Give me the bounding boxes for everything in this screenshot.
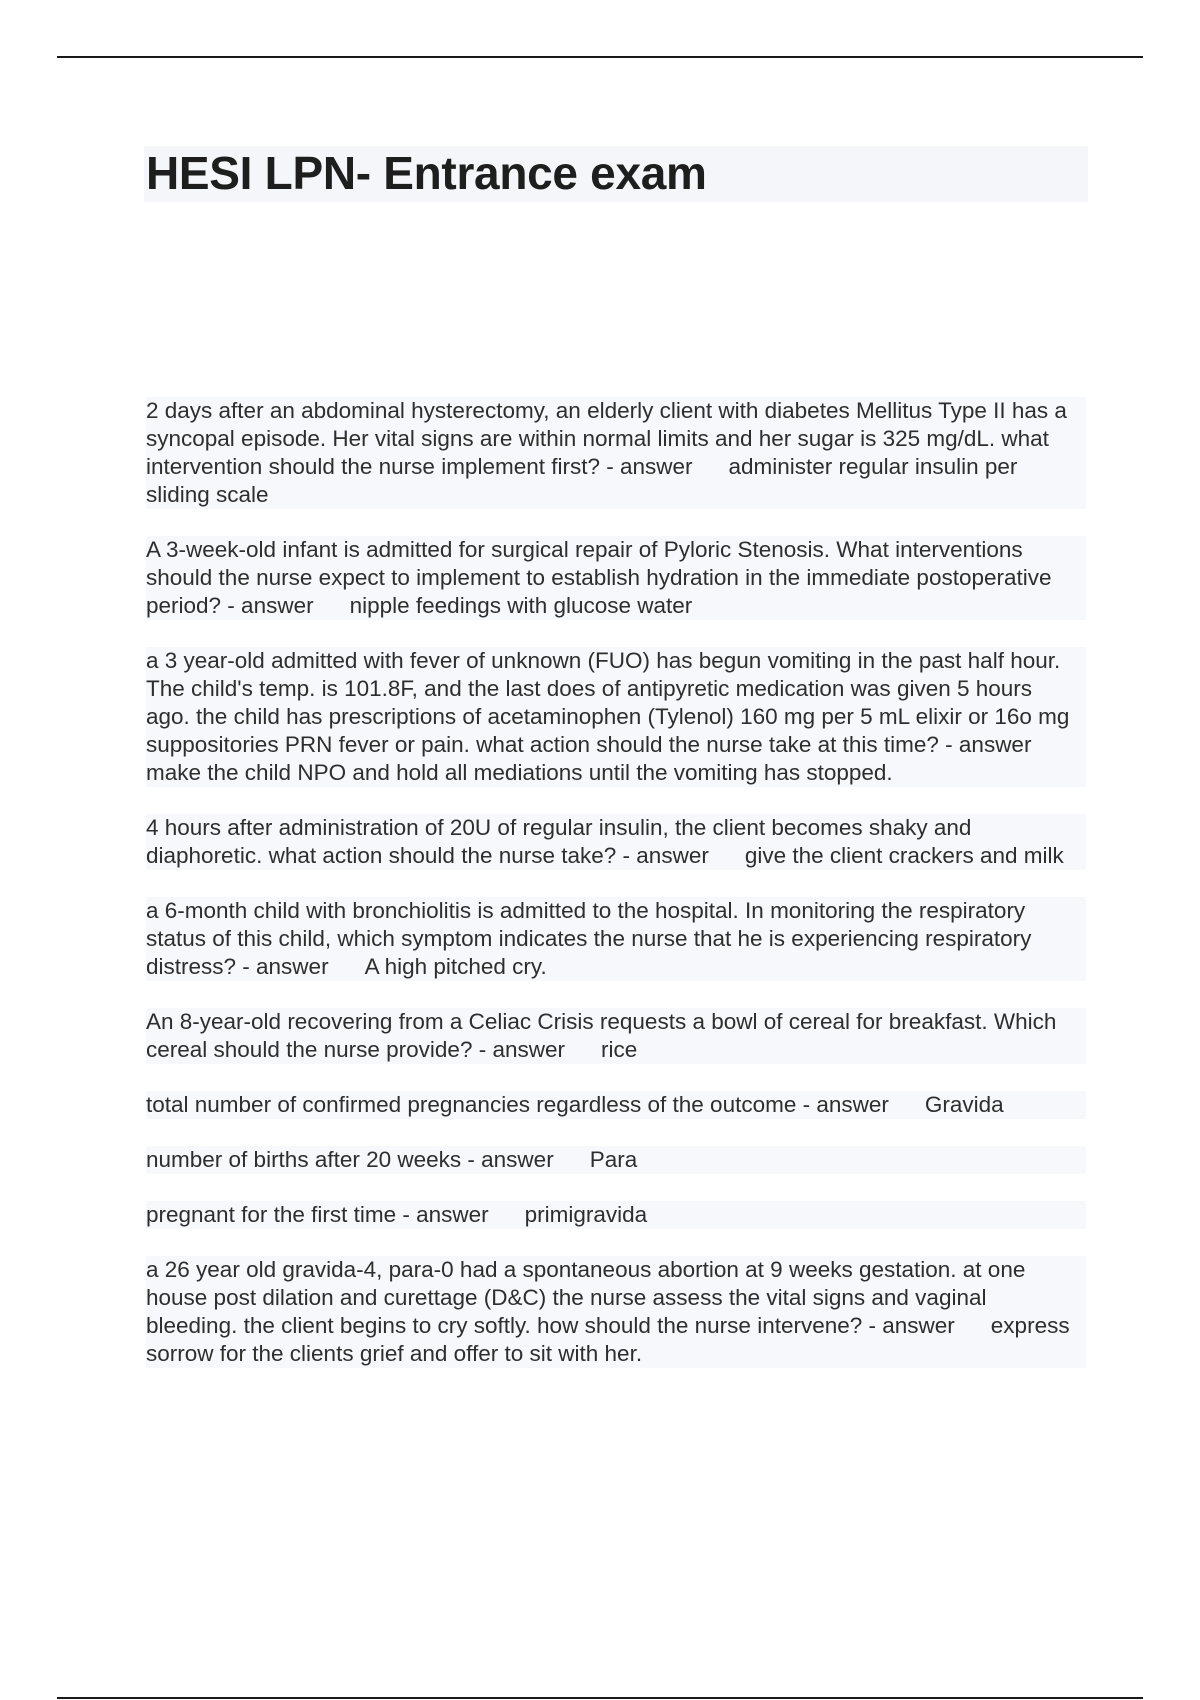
qa-list (146, 397, 1086, 1395)
qa-item-1 (146, 397, 1086, 509)
question-text: 2 days after an abdominal hysterectomy, an elderly client with diabetes Mellitus Type II has a syncopal episode. Her vital signs are within normal limits and her sugar is 325 mg/dL. what intervention should the nurse implement first? - answer (146, 398, 1067, 479)
question-text: A 3-week-old infant is admitted for surgical repair of Pyloric Stenosis. What interventions should the nurse expect to implement to establish hydration in the immediate postoperative period? - answer (146, 537, 1052, 618)
answer-text: rice (601, 1037, 638, 1062)
qa-item-5 (146, 897, 1086, 981)
question-text: number of births after 20 weeks - answer (146, 1147, 554, 1172)
answer-text: administer regular insulin per sliding scale (146, 454, 1018, 507)
question-text: pregnant for the first time - answer (146, 1202, 489, 1227)
qa-item-8 (146, 1146, 1086, 1174)
answer-text: give the client crackers and milk (744, 843, 1064, 868)
question-text: a 26 year old gravida-4, para-0 had a spontaneous abortion at 9 weeks gestation. at one house post dilation and curettage (D&C) the nurse assess the vital signs and vaginal bleeding. the client begins to cry softly. how should the nurse intervene? - answer (146, 1257, 1026, 1338)
question-text: a 3 year-old admitted with fever of unknown (FUO) has begun vomiting in the past half hour. The child's temp. is 101.8F, and the last does of antipyretic medication was given 5 hours ago. the child has prescriptions of acetaminophen (Tylenol) 160 mg per 5 mL elixir or 16o mg suppositories PRN fever or pain. what action should the nurse take at this time? - answer (146, 648, 1070, 757)
qa-item-10 (146, 1256, 1086, 1368)
qa-item-6 (146, 1008, 1086, 1064)
qa-item-7 (146, 1091, 1086, 1119)
answer-text: Para (589, 1147, 638, 1172)
qa-item-2 (146, 536, 1086, 620)
answer-text: make the child NPO and hold all mediations until the vomiting has stopped. (146, 760, 893, 785)
answer-text: Gravida (924, 1092, 1004, 1117)
question-text: a 6-month child with bronchiolitis is admitted to the hospital. In monitoring the respiratory status of this child, which symptom indicates the nurse that he is experiencing respiratory distress? - answer (146, 898, 1032, 979)
bottom-divider (57, 1697, 1143, 1699)
question-text: total number of confirmed pregnancies regardless of the outcome - answer (146, 1092, 889, 1117)
question-text: An 8-year-old recovering from a Celiac Crisis requests a bowl of cereal for breakfast. Which cereal should the nurse provide? - answer (146, 1009, 1057, 1062)
answer-text: nipple feedings with glucose water (349, 593, 693, 618)
qa-item-3 (146, 647, 1086, 787)
qa-item-9 (146, 1201, 1086, 1229)
top-divider (57, 56, 1143, 58)
answer-text: primigravida (524, 1202, 648, 1227)
answer-text: express sorrow for the clients grief and offer to sit with her. (146, 1313, 1070, 1366)
question-text: 4 hours after administration of 20U of regular insulin, the client becomes shaky and diaphoretic. what action should the nurse take? - answer (146, 815, 972, 868)
page-title: HESI LPN- Entrance exam (146, 147, 707, 199)
answer-text: A high pitched cry. (364, 954, 547, 979)
qa-item-4 (146, 814, 1086, 870)
